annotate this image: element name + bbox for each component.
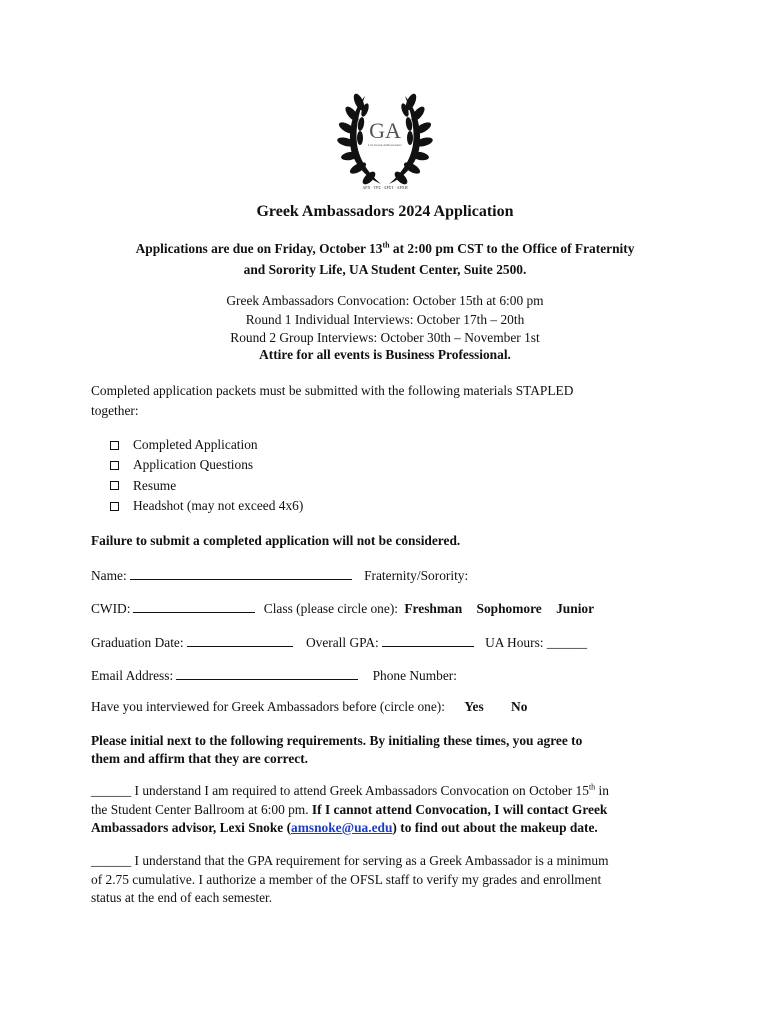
schedule-round1: Round 1 Individual Interviews: October 17th – 20th (245, 312, 525, 327)
checklist-item (110, 496, 303, 516)
checklist-label: Application Questions (133, 457, 254, 473)
graduation-date-field[interactable] (187, 632, 293, 647)
req1-bold-1: If I cannot attend Convocation, I will contact Greek (311, 801, 608, 817)
name-label: Name: (91, 568, 127, 583)
checkbox-icon (110, 441, 119, 450)
checklist-item (110, 455, 303, 475)
due-text-3: and Sorority Life, UA Student Center, Suite 2500. (243, 262, 527, 277)
checklist-label: Resume (133, 477, 177, 493)
checkbox-icon (110, 481, 119, 490)
req1-text-c: the Student Center Ballroom at 6:00 pm. (91, 801, 312, 817)
req2-line2: of 2.75 cumulative. I authorize a member of the OFSL staff to verify my grades and enrollment (91, 871, 602, 887)
checklist-item (110, 476, 303, 496)
req2-line1: ______ I understand that the GPA requirement for serving as a Greek Ambassador is a minimum (91, 853, 609, 868)
req2-line3: status at the end of each semester. (91, 890, 273, 905)
checklist-item (110, 435, 303, 455)
checkbox-icon (110, 461, 119, 470)
materials-intro-line1: Completed application packets must be submitted with the following materials STAPLED (91, 383, 574, 398)
advisor-email-link[interactable]: amsnoke@ua.edu (291, 820, 393, 835)
class-label: Class (please circle one): (263, 601, 399, 616)
logo-letters: GA (369, 118, 401, 143)
requirement-gpa (91, 852, 691, 908)
gpa-field[interactable] (382, 632, 474, 647)
initial-intro-line1: Please initial next to the following requirements. By initialing these times, you agree to (91, 733, 583, 748)
due-text-2: at 2:00 pm CST to the Office of Fraternity (389, 241, 635, 256)
failure-notice: Failure to submit a completed application will not be considered. (91, 533, 461, 548)
class-option-freshman[interactable]: Freshman (404, 601, 463, 616)
ua-hours-label[interactable]: UA Hours: ______ (485, 635, 588, 650)
req1-bold-2: Ambassadors advisor, Lexi Snoke ( (91, 820, 292, 835)
page-title: Greek Ambassadors 2024 Application (256, 203, 514, 220)
due-sup: th (382, 240, 390, 250)
greek-ambassadors-logo (325, 88, 445, 192)
checklist-label: Headshot (may not exceed 4x6) (133, 497, 304, 513)
gpa-label: Overall GPA: (305, 635, 379, 650)
graduation-date-label: Graduation Date: (91, 635, 184, 650)
cwid-field[interactable] (133, 598, 255, 613)
fraternity-label: Fraternity/Sorority: (364, 568, 469, 583)
cwid-label: CWID: (91, 601, 131, 616)
materials-intro-line2: together: (91, 403, 139, 418)
interviewed-label: Have you interviewed for Greek Ambassadors before (circle one): (91, 699, 445, 714)
name-row (91, 565, 468, 584)
interviewed-yes[interactable]: Yes (464, 699, 484, 714)
interviewed-row (91, 699, 527, 715)
logo-small-text: UA Greek Ambassadors (368, 143, 402, 147)
schedule-convocation: Greek Ambassadors Convocation: October 15th at 6:00 pm (226, 293, 544, 308)
cwid-row (91, 598, 594, 617)
email-label: Email Address: (91, 668, 174, 683)
name-field[interactable] (130, 565, 352, 580)
req1-text-b: in (595, 783, 609, 798)
phone-label: Phone Number: (372, 668, 457, 683)
req1-bold-3: ) to find out about the makeup date. (392, 820, 598, 835)
due-text-1: Applications are due on Friday, October 13 (135, 241, 383, 256)
interviewed-no[interactable]: No (511, 699, 528, 714)
schedule-round2: Round 2 Group Interviews: October 30th – November 1st (230, 330, 540, 345)
class-option-sophomore[interactable]: Sophomore (476, 601, 542, 616)
materials-intro (91, 381, 681, 421)
email-row (91, 665, 457, 684)
req1-text-a: ______ I understand I am required to attend Greek Ambassadors Convocation on October 15 (91, 783, 589, 798)
graduation-row (91, 632, 587, 651)
schedule-attire: Attire for all events is Business Professional. (259, 347, 511, 362)
materials-checklist (110, 435, 303, 516)
due-notice (80, 238, 690, 280)
initial-intro (91, 732, 681, 768)
class-option-junior[interactable]: Junior (556, 601, 595, 616)
checklist-label: Completed Application (133, 437, 258, 452)
requirement-convocation (91, 782, 691, 838)
checkbox-icon (110, 502, 119, 511)
req1-sup: th (588, 782, 596, 792)
logo-motto: ΑΡΧ · ΤΡΣ · ΛΡΣΤ · ΑΡΧΗ (362, 185, 408, 190)
initial-intro-line2: them and affirm that they are correct. (91, 751, 309, 766)
email-field[interactable] (176, 665, 358, 680)
